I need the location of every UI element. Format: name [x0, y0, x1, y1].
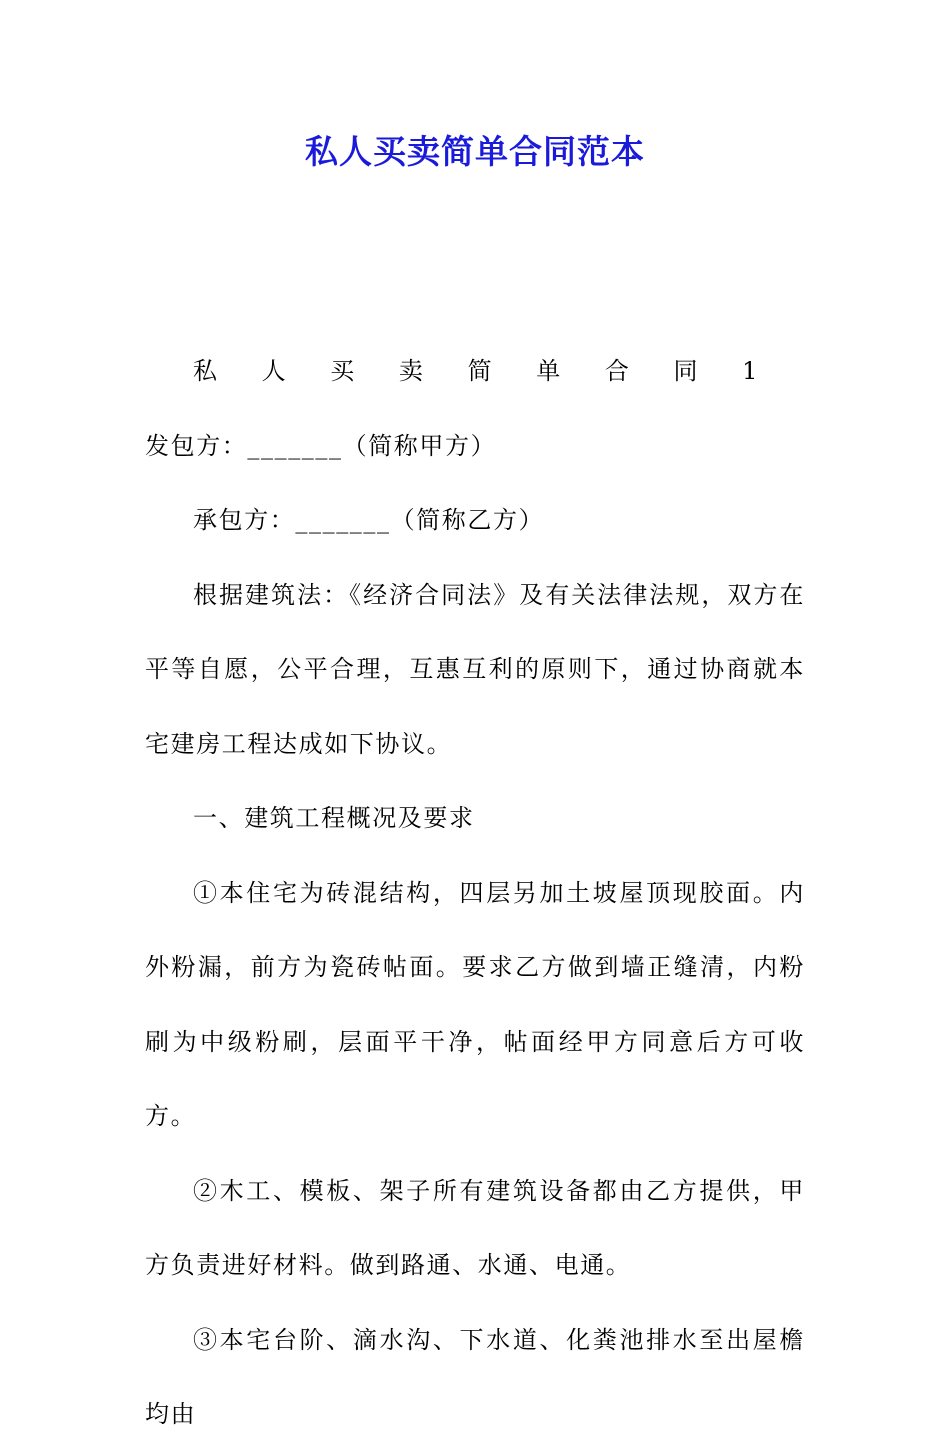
paragraph-item-1: ①本住宅为砖混结构，四层另加土坡屋顶现胶面。内外粉漏，前方为瓷砖帖面。要求乙方做到墙正缝清，内粉刷为中级粉刷，层面平干净，帖面经甲方同意后方可收方。: [145, 878, 805, 1130]
paragraph-item-2: ②木工、模板、架子所有建筑设备都由乙方提供，甲方负责进好材料。做到路通、水通、电通。: [145, 1176, 805, 1279]
document-body: [145, 334, 805, 1452]
document-title: 私人买卖简单合同范本: [305, 132, 645, 171]
section-heading-1: 一、建筑工程概况及要求: [193, 804, 475, 832]
contract-name: 私人买卖简单合同1: [193, 357, 759, 385]
paragraph-item-3: ③本宅台阶、滴水沟、下水道、化粪池排水至出屋檐均由: [145, 1325, 805, 1428]
party-a-line: 发包方：_______（简称甲方）: [145, 431, 497, 460]
party-b-line: 承包方：_______（简称乙方）: [193, 506, 545, 534]
heading-line: [145, 334, 805, 483]
paragraph-preamble: 根据建筑法：《经济合同法》及有关法律法规，双方在平等自愿，公平合理，互惠互利的原则下，通过协商就本宅建房工程达成如下协议。: [145, 580, 805, 758]
